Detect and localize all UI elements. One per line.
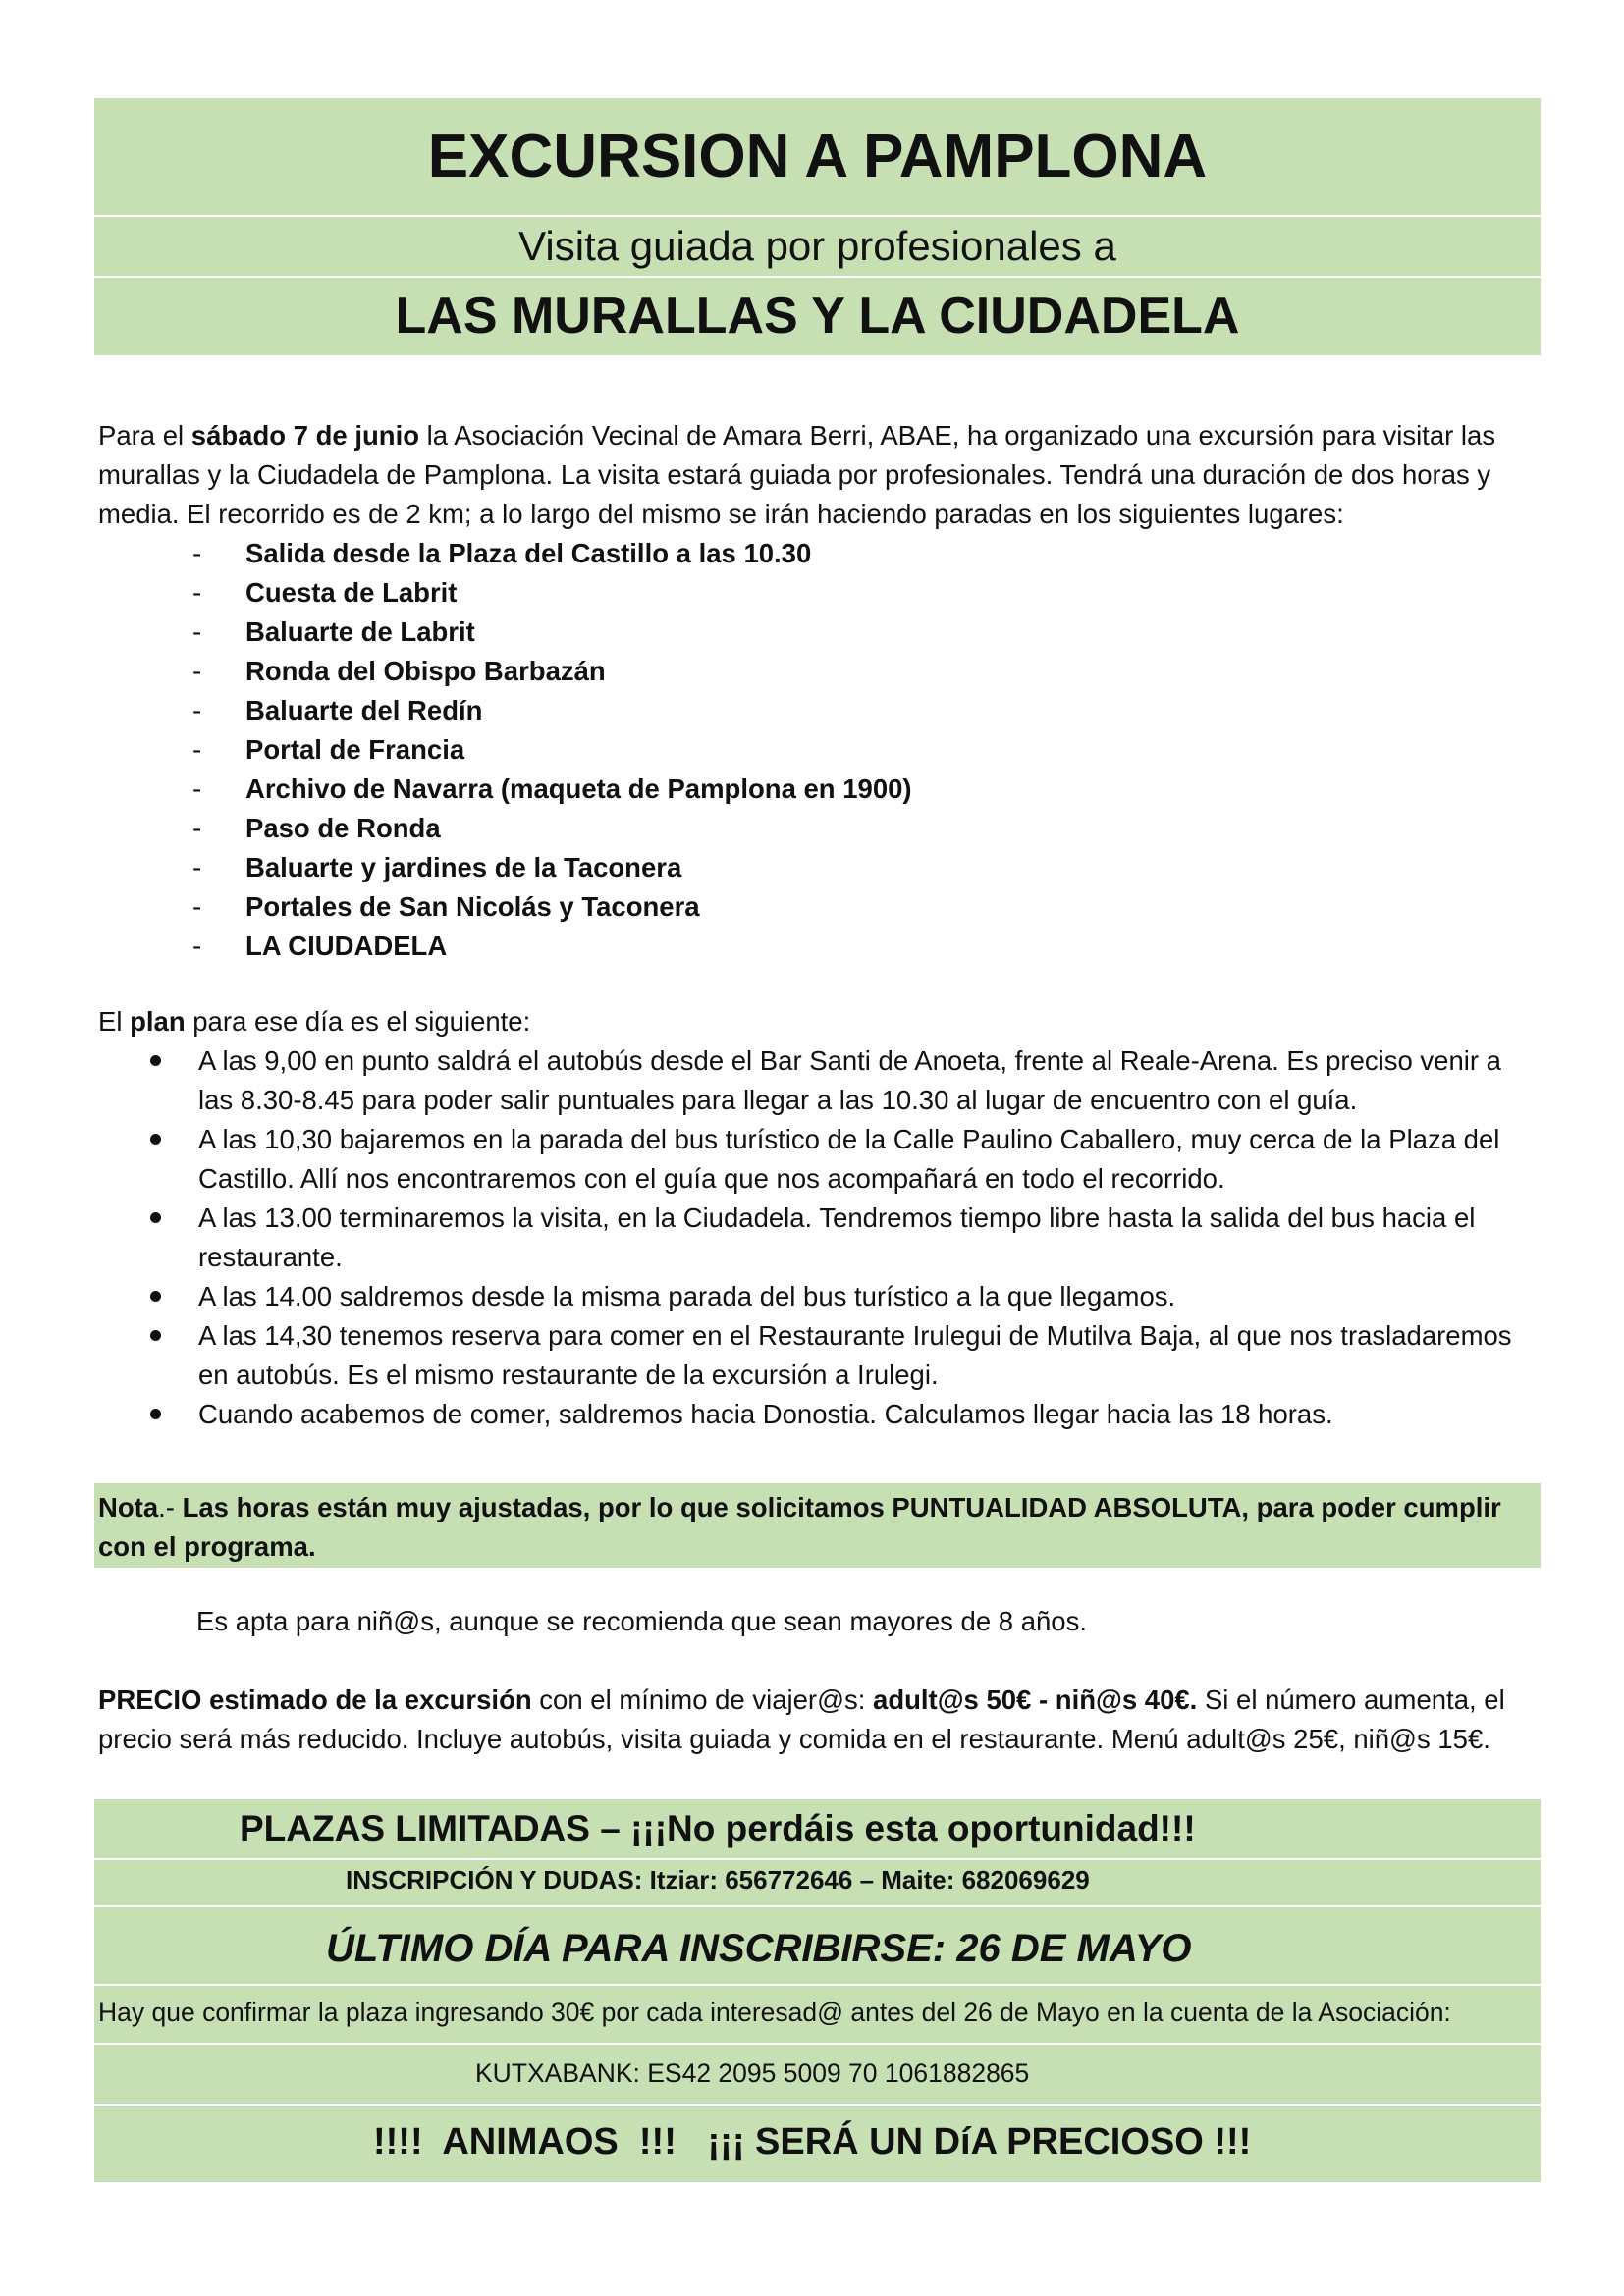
limited-places-row (94, 1797, 1541, 1860)
bank-account: KUTXABANK: ES42 2095 5009 70 1061882865 (475, 2058, 1030, 2088)
confirm-row (94, 1984, 1541, 2045)
page-title: EXCURSION A PAMPLONA (94, 98, 1541, 216)
header-divider (94, 276, 1541, 278)
confirm-text: Hay que confirmar la plaza ingresando 30€ por cada interesad@ antes del 26 de Mayo en la cuenta de la Asociación: (98, 1998, 1451, 2027)
subtitle: Visita guiada por profesionales a (94, 216, 1541, 277)
plan-heading: El plan para ese día es el siguiente: (98, 1006, 531, 1037)
header-divider (94, 215, 1541, 217)
bullet-icon (150, 1409, 161, 1419)
note: Nota.- Las horas están muy ajustadas, por lo que solicitamos PUNTUALIDAD ABSOLUTA, para poder cumplir con el programa. (98, 1492, 1501, 1562)
deadline-row (94, 1905, 1541, 1986)
intro-paragraph: Para el sábado 7 de junio la Asociación Vecinal de Amara Berri, ABAE, ha organizado una excursión para visitar las murallas y la Ciudadela de Pamplona. La visita estará guiada por profesionales. Tendrá una duración de dos horas y media. El recorrido es de 2 km; a lo largo del mismo se irán haciendo paradas en los siguientes lugares: (98, 420, 1496, 529)
limited-places: PLAZAS LIMITADAS – ¡¡¡No perdáis esta oportunidad!!! (240, 1808, 1196, 1848)
subtitle-highlight: LAS MURALLAS Y LA CIUDADELA (94, 277, 1541, 355)
bullet-icon (150, 1291, 161, 1302)
contact-row (94, 1858, 1541, 1907)
list-item: A las 9,00 en punto saldrá el autobús desde el Bar Santi de Anoeta, frente al Reale-Arena. Es preciso venir a las 8.30-8.45 para poder salir puntuales para llegar a las 10.30 al lugar de encuentro con el guía. (0, 1041, 1542, 1120)
plan-list (0, 1041, 1542, 1434)
closing-message: !!!! ANIMAOS !!! ¡¡¡ SERÁ UN DíA PRECIOSO !!! (373, 2121, 1252, 2163)
deadline: ÚLTIMO DÍA PARA INSCRIBIRSE: 26 DE MAYO (326, 1927, 1192, 1970)
bank-row (94, 2043, 1541, 2106)
list-item: Cuando acabemos de comer, saldremos hacia Donostia. Calculamos llegar hacia las 18 horas. (0, 1395, 1542, 1434)
bullet-icon (150, 1330, 161, 1341)
bullet-icon (150, 1134, 161, 1145)
list-item: A las 14,30 tenemos reserva para comer en el Restaurante Irulegui de Mutilva Baja, al que nos trasladaremos en autobús. Es el mismo restaurante de la excursión a Irulegi. (0, 1316, 1542, 1395)
list-item: A las 13.00 terminaremos la visita, en la Ciudadela. Tendremos tiempo libre hasta la salida del bus hacia el restaurante. (0, 1199, 1542, 1277)
bullet-icon (150, 1055, 161, 1066)
age-note: Es apta para niñ@s, aunque se recomienda que sean mayores de 8 años. (196, 1606, 1087, 1636)
list-item: A las 14.00 saldremos desde la misma parada del bus turístico a la que llegamos. (0, 1277, 1542, 1316)
closing-row (94, 2104, 1541, 2182)
bullet-icon (150, 1212, 161, 1223)
event-date: sábado 7 de junio (190, 420, 420, 451)
contact-info: INSCRIPCIÓN Y DUDAS: Itziar: 656772646 – Maite: 682069629 (346, 1865, 1090, 1895)
list-item: A las 10,30 bajaremos en la parada del bus turístico de la Calle Paulino Caballero, muy cerca de la Plaza del Castillo. Allí nos encontraremos con el guía que nos acompañará en todo el recorrido. (0, 1120, 1542, 1199)
price-paragraph: PRECIO estimado de la excursión con el mínimo de viajer@s: adult@s 50€ - niñ@s 40€. Si el número aumenta, el precio será más reducido. Incluye autobús, visita guiada y comida en el restaurante. Menú adult@s 25€, niñ@s 15€. (98, 1684, 1505, 1754)
